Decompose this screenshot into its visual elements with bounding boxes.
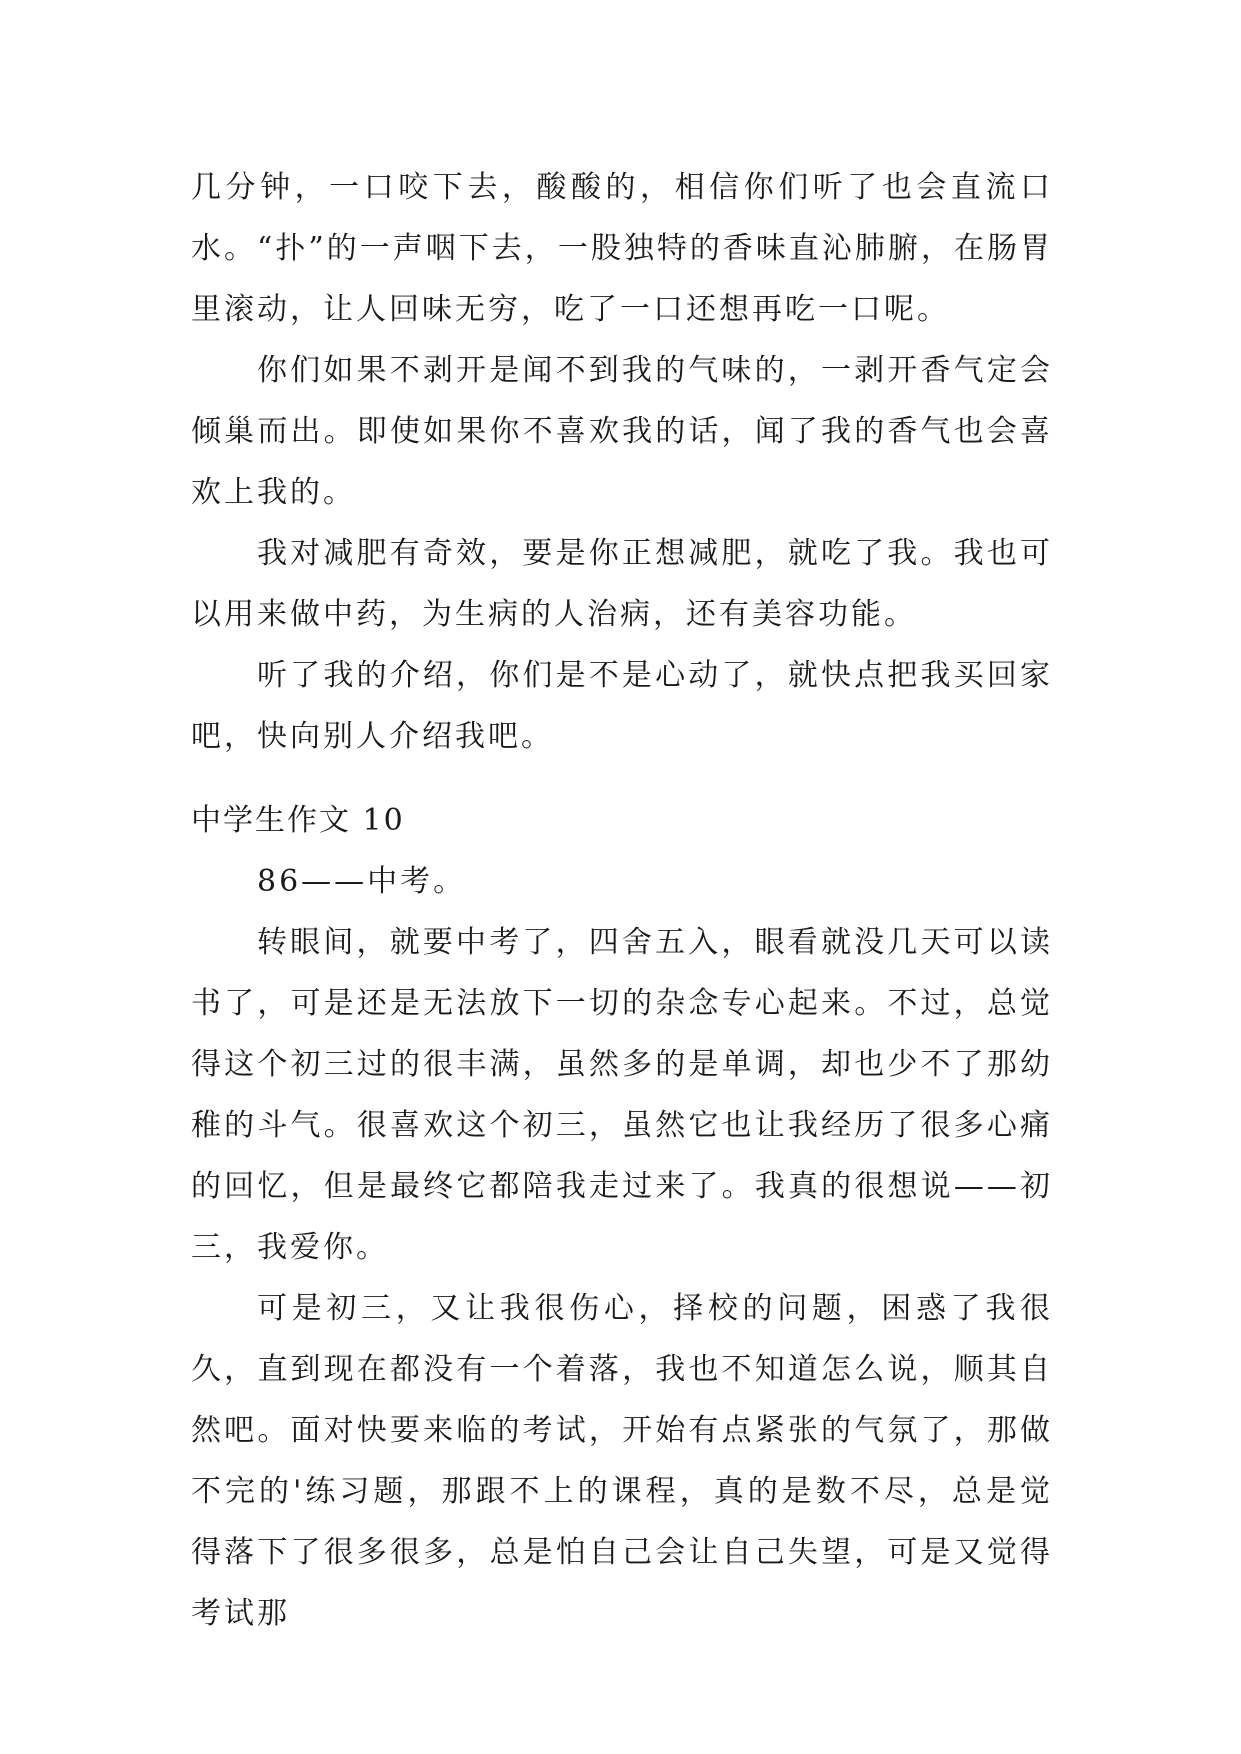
paragraph: 听了我的介绍，你们是不是心动了，就快点把我买回家吧，快向别人介绍我吧。 bbox=[191, 658, 1053, 754]
essay-10 bbox=[191, 790, 1053, 1644]
paragraph: 转眼间，就要中考了，四舍五入，眼看就没几天可以读书了，可是还是无法放下一切的杂念专心起来。不过，总觉得这个初三过的很丰满，虽然多的是单调，却也少不了那幼稚的斗气。很喜欢这个初三，虽然它也让我经历了很多心痛的回忆，但是最终它都陪我走过来了。我真的很想说——初三，我爱你。 bbox=[191, 925, 1053, 1265]
essay-continuation bbox=[191, 157, 1053, 767]
section-title: 中学生作文 10 bbox=[191, 803, 405, 838]
paragraph-continued: 几分钟，一口咬下去，酸酸的，相信你们听了也会直流口水。“扑”的一声咽下去，一股独特的香味直沁肺腑，在肠胃里滚动，让人回味无穷，吃了一口还想再吃一口呢。 bbox=[191, 170, 1053, 327]
paragraph: 可是初三，又让我很伤心，择校的问题，困惑了我很久，直到现在都没有一个着落，我也不知道怎么说，顺其自然吧。面对快要来临的考试，开始有点紧张的气氛了，那做不完的'练习题，那跟不上的课程，真的是数不尽，总是觉得落下了很多很多，总是怕自己会让自己失望，可是又觉得考试那 bbox=[191, 1291, 1053, 1631]
paragraph: 我对减肥有奇效，要是你正想减肥，就吃了我。我也可以用来做中药，为生病的人治病，还有美容功能。 bbox=[191, 536, 1053, 632]
paragraph: 你们如果不剥开是闻不到我的气味的，一剥开香气定会倾巢而出。即使如果你不喜欢我的话，闻了我的香气也会喜欢上我的。 bbox=[191, 353, 1053, 510]
paragraph: 86——中考。 bbox=[257, 864, 467, 899]
